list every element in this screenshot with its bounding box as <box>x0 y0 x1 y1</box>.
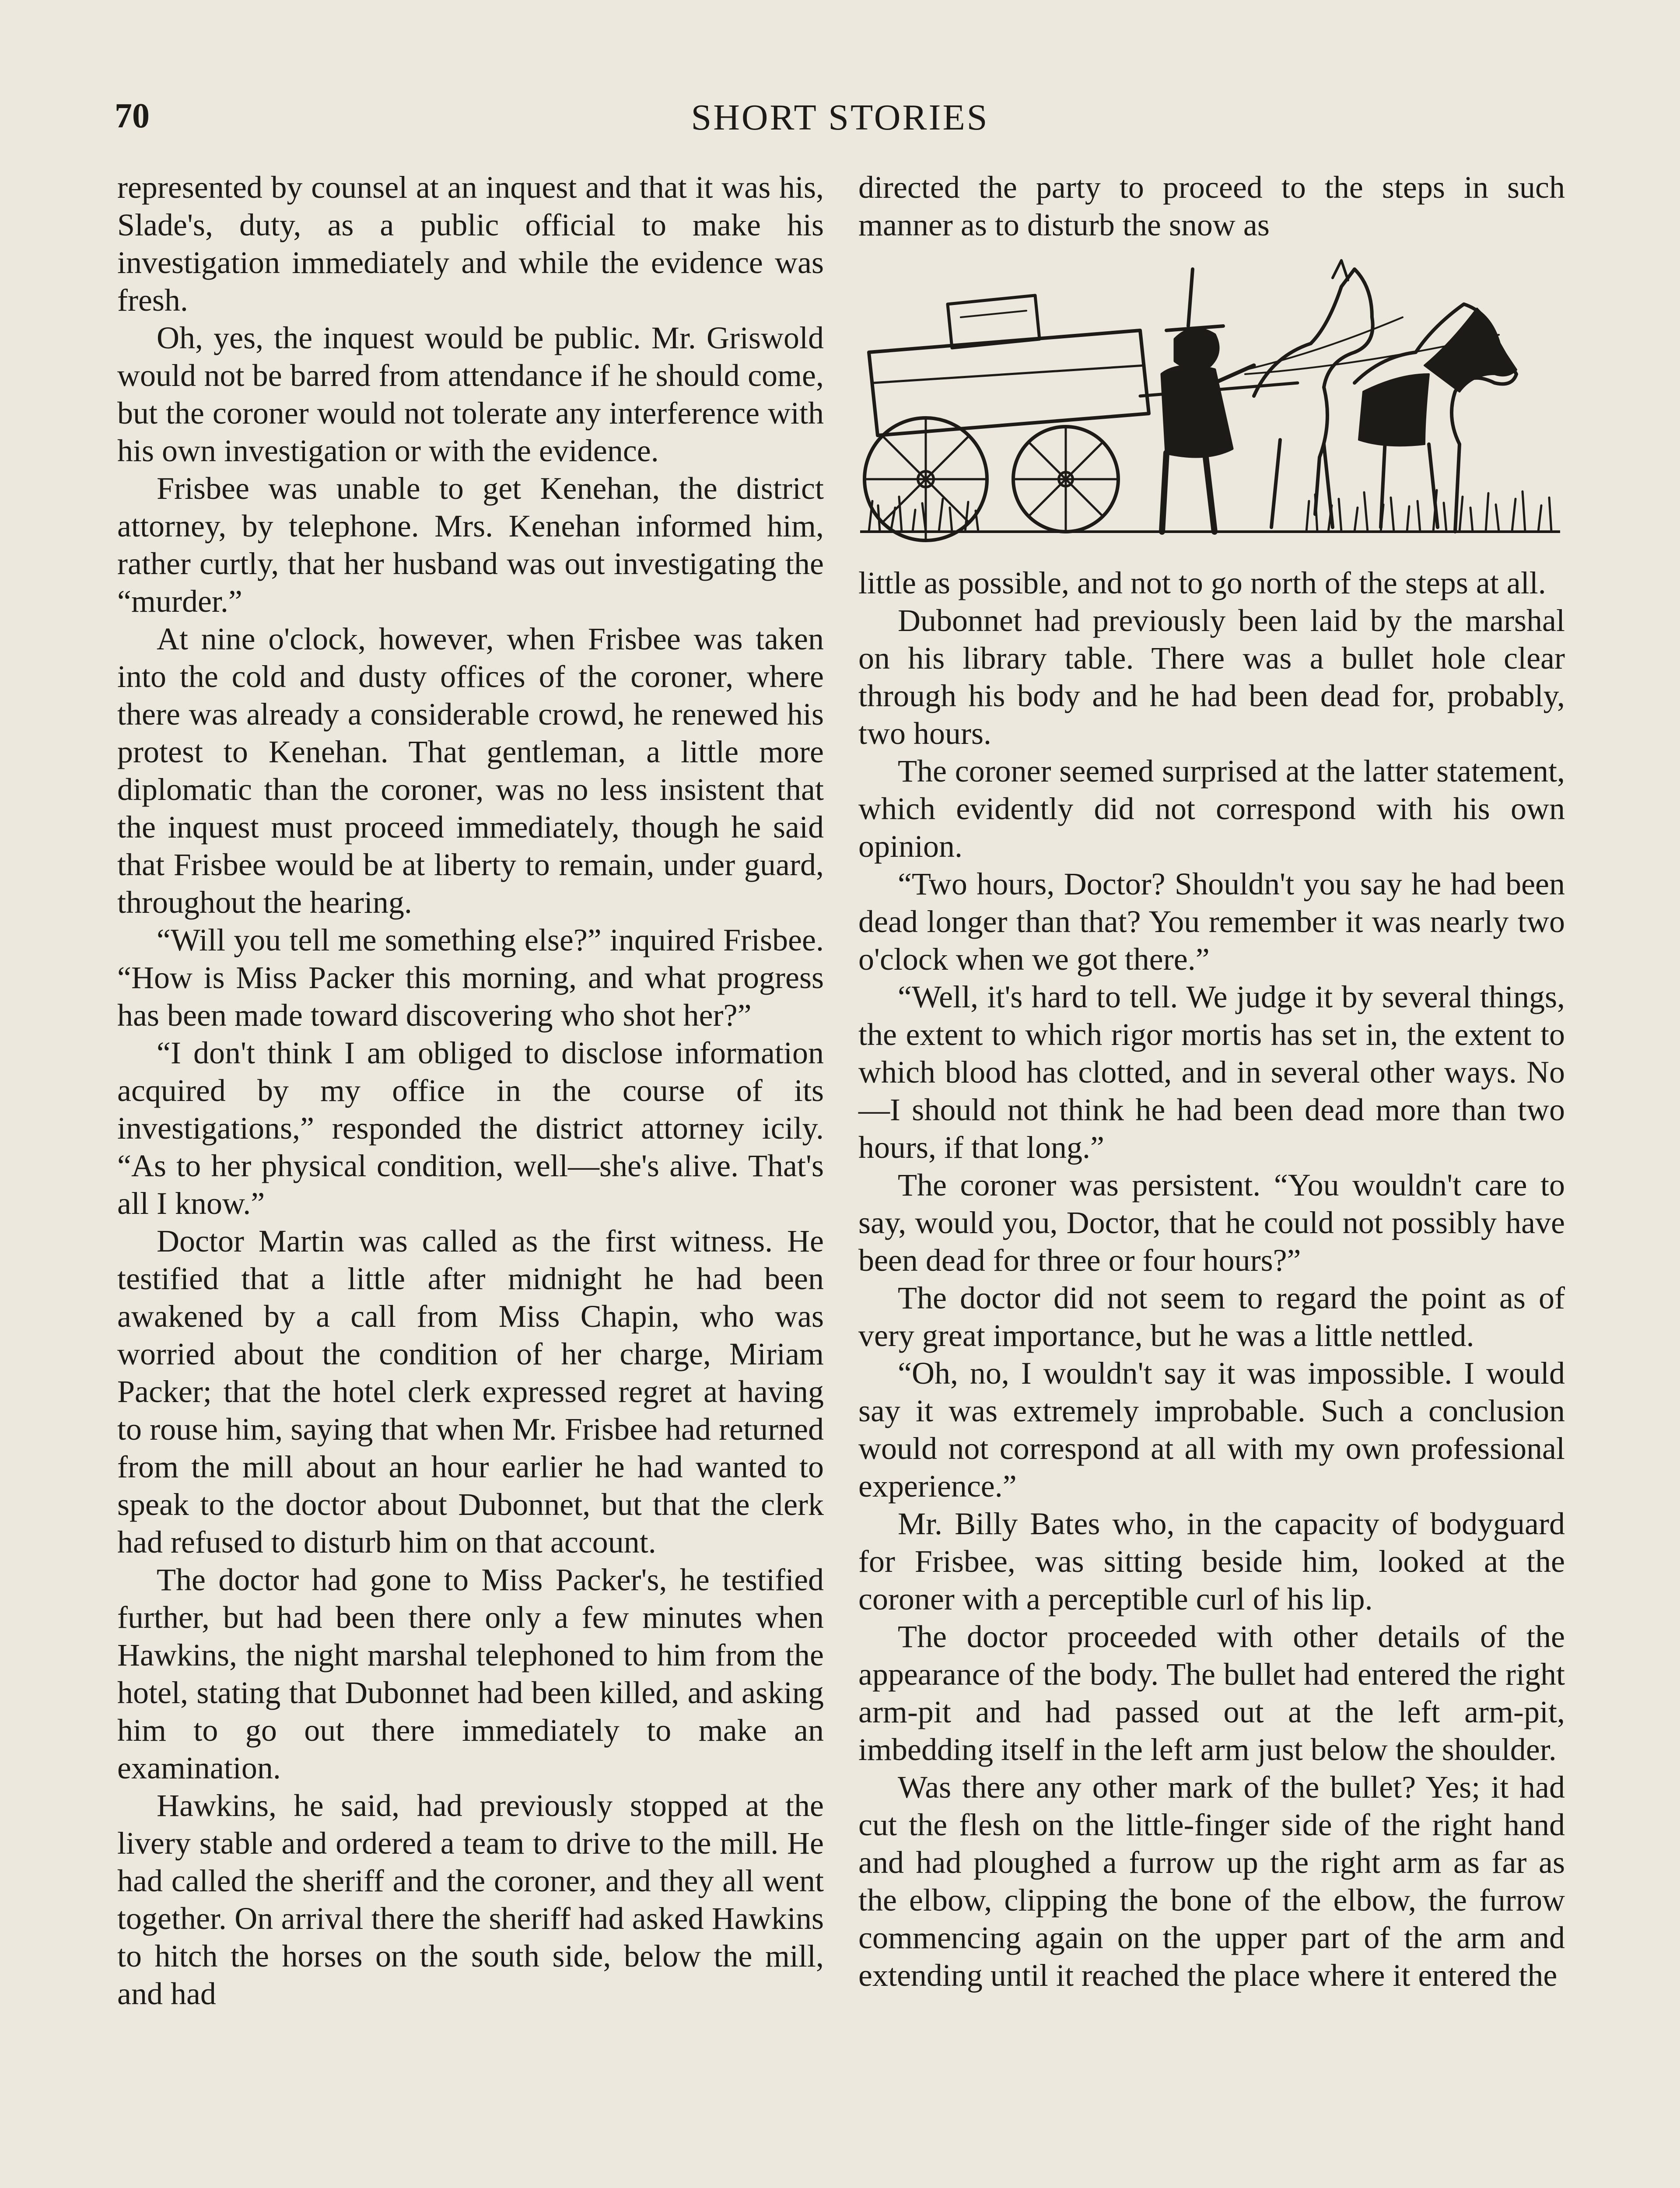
paragraph: Doctor Martin was called as the first witness. He testified that a little after midnight he had been awakened by a call from Miss Chapin, who was worried about the condition of her charge, Miriam Packer; that the hotel clerk expressed regret at having to rouse him, saying that when Mr. Frisbee had returned from the mill about an hour earlier he had wanted to speak to the doctor about Dubonnet, but that the clerk had refused to disturb him on that account. <box>117 1224 824 1560</box>
paragraph: Oh, yes, the inquest would be public. Mr. Griswold would not be barred from attendance if he should come, but the coroner would not tolerate any interference with his own investigation or with the evidence. <box>117 320 824 468</box>
horses-wagon-illustration <box>860 252 1560 558</box>
paragraph: At nine o'clock, however, when Frisbee was taken into the cold and dusty offices of the coroner, where there was already a considerable crowd, he renewed his protest to Kenehan. That gentleman, a little more diplomatic than the coroner, was no less insistent that the inquest must proceed immediately, though he said that Frisbee would be at liberty to remain, under guard, throughout the hearing. <box>117 621 824 920</box>
paragraph: “Well, it's hard to tell. We judge it by several things, the extent to which rigor mortis has set in, the extent to which blood has clotted, and in several other ways. No —I should not think he had been dead more than two hours, if that long.” <box>858 979 1565 1165</box>
paragraph: The doctor did not seem to regard the point as of very great importance, but he was a little nettled. <box>858 1280 1565 1353</box>
paragraph: Frisbee was unable to get Kenehan, the district attorney, by telephone. Mrs. Kenehan informed him, rather curtly, that her husband was out investigating the “murder.” <box>117 471 824 619</box>
paragraph: The coroner seemed surprised at the latter statement, which evidently did not correspond with his own opinion. <box>858 754 1565 864</box>
page-number: 70 <box>115 97 150 135</box>
paragraph: “Will you tell me something else?” inquired Frisbee. “How is Miss Packer this morning, and what progress has been made toward discovering who shot her?” <box>117 922 824 1033</box>
paragraph: “Two hours, Doctor? Shouldn't you say he had been dead longer than that? You remember it was nearly two o'clock when we got there.” <box>858 866 1565 977</box>
paragraph: represented by counsel at an inquest and that it was his, Slade's, duty, as a public official to make his investigation immediately and while the evidence was fresh. <box>117 170 824 318</box>
paragraph: directed the party to proceed to the steps in such manner as to disturb the snow as <box>858 170 1565 242</box>
paragraph: The doctor proceeded with other details of the appearance of the body. The bullet had entered the right arm-pit and had passed out at the left arm-pit, imbedding itself in the left arm just below the shoulder. <box>858 1619 1565 1767</box>
paragraph: “Oh, no, I wouldn't say it was impossible. I would say it was extremely improbable. Such a conclusion would not correspond at all with my own professional experience.” <box>858 1356 1565 1504</box>
paragraph: “I don't think I am obliged to disclose information acquired by my office in the course of its investigations,” responded the district attorney icily. “As to her physical condition, well—she's alive. That's all I know.” <box>117 1035 824 1221</box>
paragraph: Was there any other mark of the bullet? Yes; it had cut the flesh on the little-finger side of the right hand and had ploughed a furrow up the right arm as far as the elbow, clipping the bone of the elbow, the furrow commencing again on the upper part of the arm and extending until it reached the place where it entered the <box>858 1770 1565 1993</box>
right-column <box>858 168 1565 1994</box>
paragraph: Mr. Billy Bates who, in the capacity of bodyguard for Frisbee, was sitting beside him, looked at the coroner with a perceptible curl of his lip. <box>858 1506 1565 1616</box>
left-column <box>117 168 824 2013</box>
running-title: SHORT STORIES <box>691 97 989 138</box>
paragraph: The doctor had gone to Miss Packer's, he testified further, but had been there only a few minutes when Hawkins, the night marshal telephoned to him from the hotel, stating that Dubonnet had been killed, and asking him to go out there immediately to make an examination. <box>117 1562 824 1785</box>
paragraph: The coroner was persistent. “You wouldn't care to say, would you, Doctor, that he could not possibly have been dead for three or four hours?” <box>858 1168 1565 1278</box>
paragraph: Hawkins, he said, had previously stopped at the livery stable and ordered a team to drive to the mill. He had called the sheriff and the coroner, and they all went together. On arrival there the sheriff had asked Hawkins to hitch the horses on the south side, below the mill, and had <box>117 1788 824 2011</box>
paragraph: little as possible, and not to go north of the steps at all. <box>858 565 1546 600</box>
paragraph: Dubonnet had previously been laid by the marshal on his library table. There was a bullet hole clear through his body and he had been dead for, probably, two hours. <box>858 603 1565 751</box>
